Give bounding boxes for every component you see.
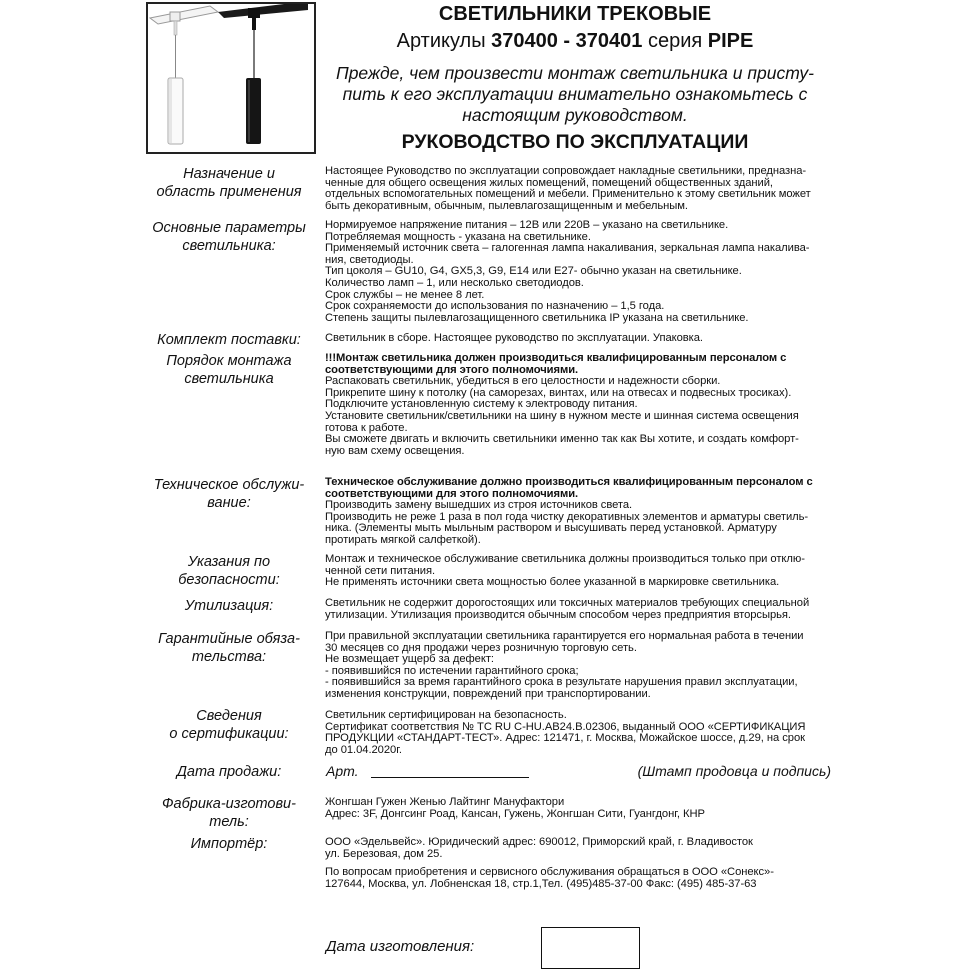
intro-line: Прежде, чем произвести монтаж светильника и присту- xyxy=(336,63,814,83)
label-importer: Импортёр: xyxy=(190,836,268,852)
manufacture-date-box xyxy=(541,927,640,969)
text-mounting: !!!Монтаж светильника должен производиться квалифицированным персоналом с соответствующими для этого полномочиями. Распаковать светильник, убедиться в его целостности и надежности сборки. Прикрепите шину к потолку (на саморезах, винтах, или на отвесах и подвесных тросиках). Подключите установленную систему к электроводу питания. Установите светильник/светильники на шину в нужном месте и шинная система освещения готова к работе. Вы сможете двигать и включить светильники именно так как Вы хотите, и создать комфорт- ную вам схему освещения. xyxy=(325,352,799,457)
label-certification: Сведения о сертификации: xyxy=(169,708,289,742)
intro-line: настоящим руководством. xyxy=(462,105,688,125)
subtitle-prefix: Артикулы xyxy=(396,30,492,52)
text-kit: Светильник в сборе. Настоящее руководство по эксплуатации. Упаковка. xyxy=(325,332,703,344)
series-word: серия xyxy=(642,30,708,52)
label-safety: Указания по безопасности: xyxy=(178,554,280,588)
label-warranty: Гарантийные обяза- тельства: xyxy=(158,631,300,665)
text-importer: ООО «Эдельвейс». Юридический адрес: 690012, Приморский край, г. Владивосток ул. Березовая, дом 25. xyxy=(325,836,753,860)
label-mounting: Порядок монтажа светильника xyxy=(166,353,292,387)
label-kit: Комплект поставки: xyxy=(157,332,301,348)
label-params: Основные параметры светильника: xyxy=(152,220,306,254)
intro-line: пить к его эксплуатации внимательно ознакомьтесь с xyxy=(342,84,808,104)
document-title: СВЕТИЛЬНИКИ ТРЕКОВЫЕ xyxy=(438,3,712,25)
text-safety: Монтаж и техническое обслуживание светильника должны производиться только при отклю- ченной сети питания. Не применять источники света мощностью более указанной в маркировке светильника. xyxy=(325,553,805,589)
seller-stamp-label: (Штамп продовца и подпись) xyxy=(637,763,831,779)
label-maintenance: Техническое обслужи- вание: xyxy=(153,477,305,511)
text-manufacturer: Жонгшан Гужен Женью Лайтинг Мануфактори Адрес: 3F, Донгсинг Роад, Кансан, Гужень, Жонгшан Сити, Гуангдонг, КНР xyxy=(325,796,705,820)
product-photo xyxy=(146,2,316,154)
sale-date-blank xyxy=(371,777,529,778)
track-lights-illustration xyxy=(148,4,314,152)
series-name: PIPE xyxy=(707,30,754,52)
article-label: Арт. xyxy=(326,763,359,779)
guide-title: РУКОВОДСТВО ПО ЭКСПЛУАТАЦИИ xyxy=(401,131,749,153)
text-maintenance: Техническое обслуживание должно производиться квалифицированным персоналом с соответствующими для этого полномочиями. Производить замену вышедших из строя источников света. Производить не реже 1 раза в пол года чистку декоративных элементов и арматуры светиль- ника. (Элементы мыть мыльным раствором и высушивать перед установкой. Арматуру протирать мягкой салфеткой). xyxy=(325,476,813,546)
label-manufacture-date: Дата изготовления: xyxy=(326,938,475,955)
text-purpose: Настоящее Руководство по эксплуатации сопровождает накладные светильники, предназна- ченные для общего освещения жилых помещений, помещений общественных зданий, отдельных вспомогательных помещений и мебели. Применительно к этому светильник может быть декоративным, обычным, пылевлагозащищенным и мебельным. xyxy=(325,165,811,212)
label-sale-date: Дата продажи: xyxy=(176,764,282,780)
label-disposal: Утилизация: xyxy=(184,598,274,614)
text-certification: Светильник сертифицирован на безопасность. Сертификат соответствия № ТС RU C-HU.AB24.B.02306, выданный ООО «СЕРТИФИКАЦИЯ ПРОДУКЦИИ «СТАНДАРТ-ТЕСТ». Адрес: 121471, г. Москва, Можайское шоссе, д.29, на срок до 01.04.2020г. xyxy=(325,709,806,756)
text-service: По вопросам приобретения и сервисного обслуживания обращаться в ООО «Сонекс»- 127644, Москва, ул. Лобненская 18, стр.1,Тел. (495)485-37-00 Факс: (495) 485-37-63 xyxy=(325,866,774,890)
article-numbers: 370400 - 370401 xyxy=(491,30,643,52)
document-subtitle xyxy=(330,30,820,53)
label-manufacturer: Фабрика-изготови- тель: xyxy=(162,796,296,830)
text-params: Нормируемое напряжение питания – 12В или 220В – указано на светильнике. Потребляемая мощность - указана на светильнике. Применяемый источник света – галогенная лампа накаливания, зеркальная лампа накалива- ния, светодиоды. Тип цоколя – GU10, G4, GX5,3, G9, E14 или E27- обычно указан на светильнике. Количество ламп – 1, или несколько светодиодов. Срок службы – не менее 8 лет. Срок сохраняемости до использования по назначению – 1,5 года. Степень защиты пылевлагозащищенного светильника IP указана на светильнике. xyxy=(325,219,810,324)
label-purpose: Назначение и область применения xyxy=(156,166,302,200)
sale-date-row xyxy=(326,763,831,783)
text-disposal: Светильник не содержит дорогостоящих или токсичных материалов требующих специальной утилизации. Утилизация производится обычным способом через предприятия вторсырья. xyxy=(325,597,810,621)
text-warranty: При правильной эксплуатации светильника гарантируется его нормальная работа в течении 30 месяцев со дня продажи через розничную торговую сеть. Не возмещает ущерб за дефект: - появившийся по истечении гарантийного срока; - появившийся за время гарантийного срока в результате нарушения правил эксплуатации, изменения конструкции, повреждений при транспортировании. xyxy=(325,630,804,700)
intro-notice xyxy=(330,63,820,126)
